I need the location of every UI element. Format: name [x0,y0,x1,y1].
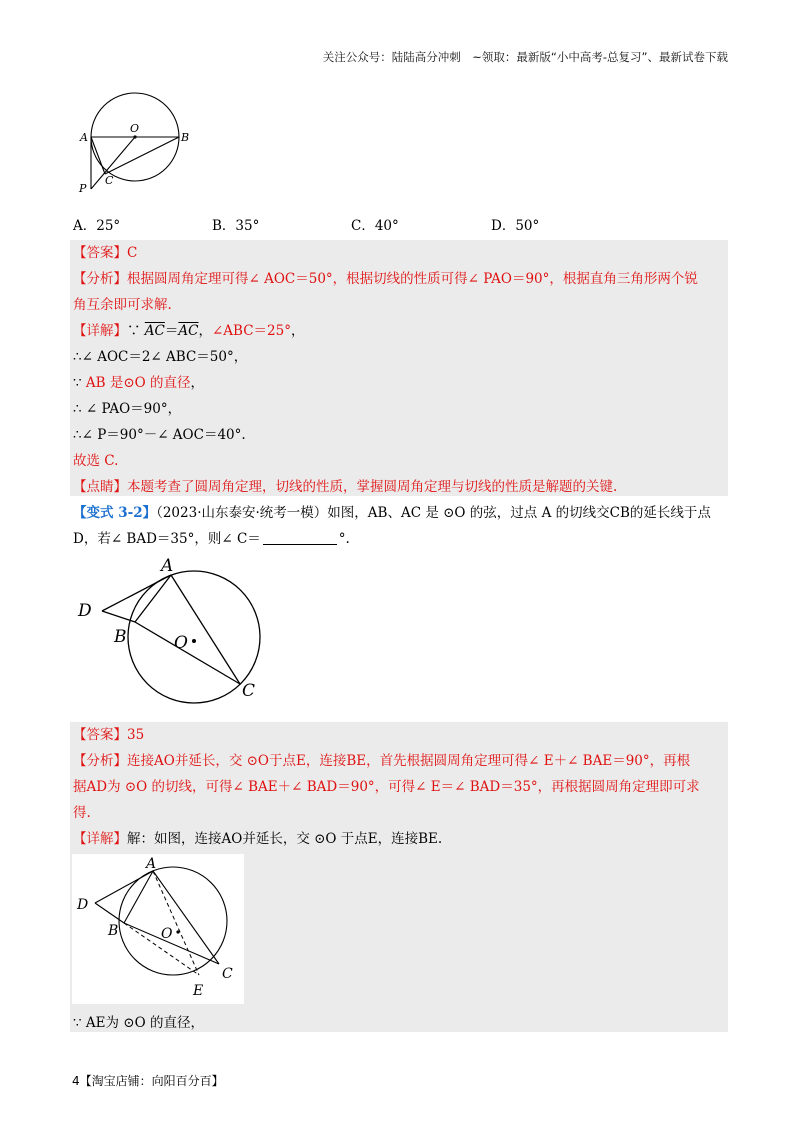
fig1-label-o: O [130,122,140,135]
fig2-center-dot [192,639,196,643]
fig1-label-p: P [79,182,87,195]
q2-detail-line-2: ∵ AE为 ⊙O 的直径， [73,1015,204,1031]
fig2-label-b: B [114,627,127,647]
q1-detail-line-2: ∴∠ AOC＝2∠ ABC＝50°， [73,349,248,365]
q1-comment-line: 【点睛】本题考查了圆周角定理，切线的性质，掌握圆周角定理与切线的性质是解题的关键. [73,479,618,495]
fig3-label-o: O [161,926,173,942]
fig3-label-b: B [108,923,119,939]
q2-detail-line-1: 【详解】解：如图，连接AO并延长，交 ⊙O 于点E，连接BE. [73,831,443,847]
choice-b: B．35° [212,218,260,234]
q1-analysis-line-2: 角互余即可求解. [73,297,172,313]
fig2-label-o: O [174,633,188,653]
answer-blank [263,530,337,545]
fig2-line-ac [171,575,240,684]
q2-answer-line: 【答案】35 [73,727,145,743]
fig1-label-b: B [181,131,190,144]
choice-a: A．25° [73,218,121,234]
fig3-circle [119,867,227,975]
fig3-label-e: E [193,983,204,999]
fig2-label-c: C [242,681,256,701]
q1-analysis-line-1: 【分析】根据圆周角定理可得∠ AOC＝50°，根据切线的性质可得∠ PAO＝90°，根据直角三角形两个锐 [73,271,698,287]
page-header: 关注公众号：陆陆高分冲刺 ~领取：最新版“小中高考-总复习”、最新试卷下载 [322,50,728,64]
q1-detail-line-1: 【详解】∵ $\overline{AC}=\overline{AC}$，∠ABC＝25°， [73,323,305,339]
fig1-line-cb [105,137,179,174]
fig1-line-ac [91,137,105,174]
q2-analysis-line-3: 得. [73,805,91,821]
q2-stem-line-1: 【变式 3-2】（2023·山东泰安·统考一模）如图，AB、AC 是 ⊙O 的弦，过点 A 的切线交CB的延长线于点 [73,505,711,521]
figure-3-circle-diagram [72,854,244,1004]
q2-analysis-line-2: 据AD为 ⊙O 的切线，可得∠ BAE＋∠ BAD＝90°，可得∠ E＝∠ BAD＝35°，再根据圆周角定理即可求 [73,779,700,795]
choice-d: D．50° [491,218,540,234]
fig1-label-c: C [105,174,114,187]
q2-stem-line-2: D，若∠ BAD＝35°，则∠ C＝ °. [73,531,350,547]
q1-detail-line-6: 故选 C. [73,453,119,469]
q1-detail-line-5: ∴∠ P＝90°－∠ AOC＝40°. [73,427,246,443]
fig3-label-c: C [222,966,233,982]
fig1-label-a: A [80,131,88,144]
page-footer: 4【淘宝店铺：向阳百分百】 [72,1074,224,1088]
fig2-line-bc [135,622,240,684]
figure-1-circle-diagram [72,88,202,198]
fig2-line-db [102,611,135,622]
q2-analysis-line-1: 【分析】连接AO并延长，交 ⊙O于点E，连接BE，首先根据圆周角定理可得∠ E＋∠ BAE＝90°，再根 [73,753,691,769]
choice-c: C．40° [351,218,399,234]
q1-detail-line-4: ∴ ∠ PAO＝90°， [73,401,182,417]
q1-detail-line-3: ∵ AB 是⊙O 的直径， [73,375,205,391]
fig3-label-a: A [146,856,157,872]
fig3-center-dot [176,930,179,933]
q1-answer-line: 【答案】C [73,245,138,261]
fig2-label-a: A [161,556,174,576]
figure-2-circle-diagram [72,556,282,706]
fig2-label-d: D [78,601,92,621]
fig3-label-d: D [77,897,89,913]
fig1-center-dot [133,135,136,138]
